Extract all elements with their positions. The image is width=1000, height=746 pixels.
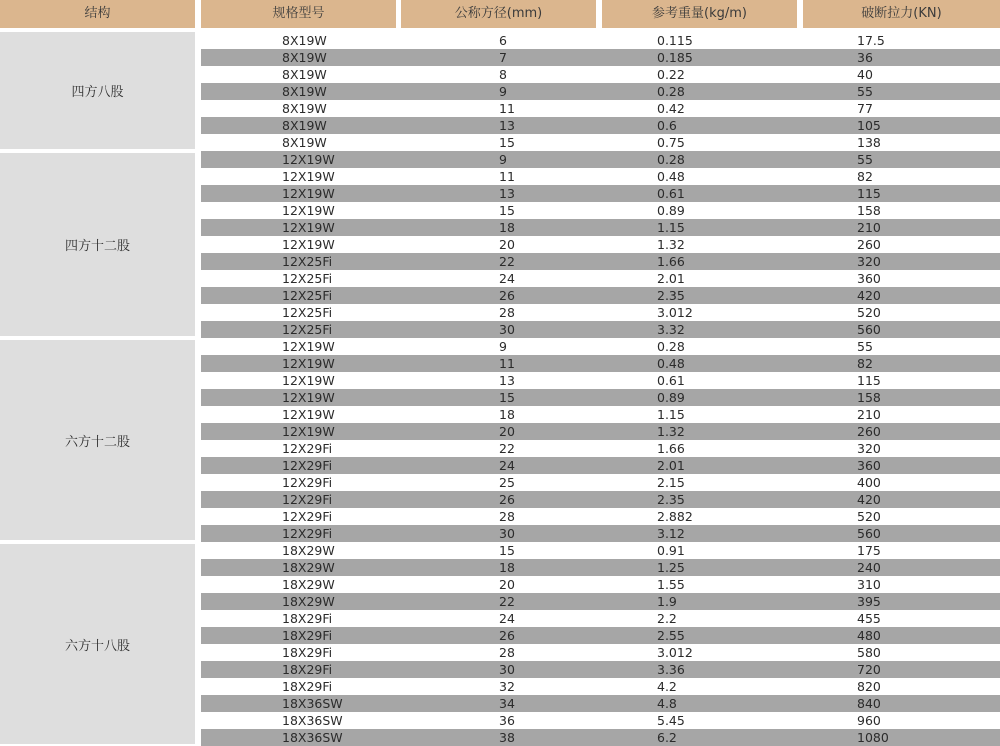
weight-cell: 0.28 [657,339,685,354]
weight-cell: 0.42 [657,101,685,116]
weight-cell: 0.89 [657,203,685,218]
spec-cell: 12X19W [282,356,335,371]
table-row [201,729,1000,746]
table-row [201,49,1000,66]
spec-cell: 18X29Fi [282,628,333,643]
weight-cell: 3.012 [657,645,693,660]
spec-cell: 12X19W [282,152,335,167]
diameter-cell: 13 [499,186,515,201]
weight-cell: 5.45 [657,713,685,728]
weight-cell: 0.48 [657,169,685,184]
breaking-force-cell: 82 [857,356,873,371]
diameter-cell: 34 [499,696,515,711]
breaking-force-cell: 560 [857,526,881,541]
breaking-force-cell: 480 [857,628,881,643]
breaking-force-cell: 260 [857,424,881,439]
table-row [201,695,1000,712]
diameter-cell: 18 [499,407,515,422]
spec-cell: 8X19W [282,118,327,133]
weight-cell: 2.2 [657,611,677,626]
weight-cell: 2.01 [657,271,685,286]
weight-cell: 1.15 [657,407,685,422]
spec-cell: 12X19W [282,186,335,201]
diameter-cell: 36 [499,713,515,728]
diameter-cell: 32 [499,679,515,694]
breaking-force-cell: 158 [857,390,881,405]
diameter-cell: 28 [499,305,515,320]
diameter-cell: 15 [499,203,515,218]
table-row [201,576,1000,593]
table-row [201,457,1000,474]
breaking-force-cell: 77 [857,101,873,116]
diameter-cell: 13 [499,373,515,388]
table-row [201,270,1000,287]
diameter-cell: 28 [499,509,515,524]
table-row [201,83,1000,100]
weight-cell: 0.61 [657,186,685,201]
table-row [201,678,1000,695]
diameter-cell: 20 [499,237,515,252]
weight-cell: 1.55 [657,577,685,592]
weight-cell: 4.8 [657,696,677,711]
breaking-force-cell: 520 [857,509,881,524]
breaking-force-cell: 310 [857,577,881,592]
structure-group-cell [0,544,195,744]
spec-cell: 12X19W [282,339,335,354]
structure-group-cell [0,32,195,149]
weight-cell: 1.66 [657,441,685,456]
breaking-force-cell: 320 [857,441,881,456]
spec-cell: 8X19W [282,135,327,150]
table-row [201,610,1000,627]
header-diameter: 公称方径(mm) [401,0,596,28]
breaking-force-cell: 36 [857,50,873,65]
spec-cell: 18X29Fi [282,662,333,677]
spec-cell: 12X25Fi [282,271,333,286]
breaking-force-cell: 138 [857,135,881,150]
breaking-force-cell: 560 [857,322,881,337]
breaking-force-cell: 520 [857,305,881,320]
weight-cell: 0.28 [657,84,685,99]
diameter-cell: 8 [499,67,507,82]
diameter-cell: 11 [499,169,515,184]
table-header [0,0,1000,30]
header-spec: 规格型号 [201,0,396,28]
breaking-force-cell: 720 [857,662,881,677]
table-row [201,406,1000,423]
breaking-force-cell: 455 [857,611,881,626]
diameter-cell: 24 [499,271,515,286]
diameter-cell: 25 [499,475,515,490]
weight-cell: 1.15 [657,220,685,235]
structure-label: 四方十二股 [64,239,130,254]
breaking-force-cell: 210 [857,220,881,235]
spec-cell: 8X19W [282,50,327,65]
spec-cell: 18X29Fi [282,679,333,694]
spec-cell: 12X29Fi [282,526,333,541]
spec-cell: 12X19W [282,373,335,388]
spec-cell: 8X19W [282,67,327,82]
diameter-cell: 30 [499,526,515,541]
breaking-force-cell: 960 [857,713,881,728]
diameter-cell: 7 [499,50,507,65]
diameter-cell: 18 [499,220,515,235]
diameter-cell: 15 [499,543,515,558]
table-row [201,236,1000,253]
table-row [201,491,1000,508]
table-row [201,304,1000,321]
weight-cell: 2.35 [657,288,685,303]
weight-cell: 0.91 [657,543,685,558]
table-row [201,338,1000,355]
breaking-force-cell: 420 [857,288,881,303]
weight-cell: 2.35 [657,492,685,507]
diameter-cell: 11 [499,356,515,371]
breaking-force-cell: 420 [857,492,881,507]
spec-cell: 12X25Fi [282,254,333,269]
spec-cell: 18X29Fi [282,645,333,660]
spec-cell: 12X29Fi [282,458,333,473]
table-row [201,185,1000,202]
diameter-cell: 26 [499,492,515,507]
table-row [201,66,1000,83]
table-body [201,32,1000,746]
breaking-force-cell: 360 [857,458,881,473]
spec-cell: 12X29Fi [282,441,333,456]
weight-cell: 3.32 [657,322,685,337]
table-row [201,559,1000,576]
table-row [201,508,1000,525]
weight-cell: 0.22 [657,67,685,82]
table-row [201,287,1000,304]
diameter-cell: 30 [499,322,515,337]
spec-cell: 12X19W [282,203,335,218]
breaking-force-cell: 175 [857,543,881,558]
structure-group-cell [0,340,195,540]
header-weight: 参考重量(kg/m) [602,0,797,28]
table-row [201,253,1000,270]
weight-cell: 2.55 [657,628,685,643]
diameter-cell: 6 [499,33,507,48]
header-breaking-force: 破断拉力(KN) [803,0,1000,28]
spec-cell: 18X36SW [282,696,343,711]
breaking-force-cell: 1080 [857,730,889,745]
table-row [201,202,1000,219]
diameter-cell: 15 [499,135,515,150]
breaking-force-cell: 820 [857,679,881,694]
table-row [201,440,1000,457]
breaking-force-cell: 17.5 [857,33,885,48]
weight-cell: 3.012 [657,305,693,320]
spec-cell: 12X25Fi [282,305,333,320]
diameter-cell: 9 [499,339,507,354]
diameter-cell: 13 [499,118,515,133]
breaking-force-cell: 360 [857,271,881,286]
breaking-force-cell: 105 [857,118,881,133]
diameter-cell: 22 [499,441,515,456]
weight-cell: 1.32 [657,424,685,439]
diameter-cell: 24 [499,611,515,626]
spec-cell: 8X19W [282,33,327,48]
weight-cell: 0.75 [657,135,685,150]
diameter-cell: 24 [499,458,515,473]
spec-cell: 18X29W [282,543,335,558]
breaking-force-cell: 158 [857,203,881,218]
table-row [201,423,1000,440]
diameter-cell: 9 [499,84,507,99]
table-row [201,134,1000,151]
breaking-force-cell: 580 [857,645,881,660]
table-row [201,389,1000,406]
structure-group-cell [0,153,195,336]
weight-cell: 1.25 [657,560,685,575]
spec-cell: 12X19W [282,424,335,439]
diameter-cell: 20 [499,424,515,439]
breaking-force-cell: 55 [857,84,873,99]
breaking-force-cell: 115 [857,186,881,201]
weight-cell: 6.2 [657,730,677,745]
table-row [201,474,1000,491]
weight-cell: 0.28 [657,152,685,167]
diameter-cell: 9 [499,152,507,167]
breaking-force-cell: 840 [857,696,881,711]
spec-cell: 12X25Fi [282,288,333,303]
table-row [201,712,1000,729]
table-row [201,321,1000,338]
breaking-force-cell: 55 [857,339,873,354]
table-row [201,525,1000,542]
diameter-cell: 26 [499,628,515,643]
weight-cell: 4.2 [657,679,677,694]
header-structure: 结构 [0,0,195,28]
weight-cell: 1.66 [657,254,685,269]
structure-label: 六方十二股 [64,434,130,450]
breaking-force-cell: 40 [857,67,873,82]
table-row [201,100,1000,117]
breaking-force-cell: 400 [857,475,881,490]
diameter-cell: 28 [499,645,515,660]
spec-cell: 18X36SW [282,713,343,728]
diameter-cell: 11 [499,101,515,116]
spec-cell: 8X19W [282,84,327,99]
table-row [201,168,1000,185]
spec-cell: 12X19W [282,407,335,422]
weight-cell: 3.12 [657,526,685,541]
structure-label: 六方十八股 [64,638,130,654]
table-row [201,219,1000,236]
weight-cell: 0.61 [657,373,685,388]
spec-cell: 18X29W [282,577,335,592]
table-row [201,644,1000,661]
table-row [201,355,1000,372]
weight-cell: 1.32 [657,237,685,252]
spec-cell: 12X29Fi [282,509,333,524]
breaking-force-cell: 240 [857,560,881,575]
breaking-force-cell: 395 [857,594,881,609]
diameter-cell: 18 [499,560,515,575]
diameter-cell: 22 [499,254,515,269]
spec-cell: 18X29W [282,560,335,575]
diameter-cell: 38 [499,730,515,745]
breaking-force-cell: 320 [857,254,881,269]
table-row [201,542,1000,559]
table-row [201,32,1000,49]
weight-cell: 0.115 [657,33,693,48]
table-row [201,661,1000,678]
spec-cell: 12X19W [282,237,335,252]
breaking-force-cell: 210 [857,407,881,422]
weight-cell: 2.882 [657,509,693,524]
table-row [201,372,1000,389]
spec-cell: 12X29Fi [282,475,333,490]
diameter-cell: 26 [499,288,515,303]
spec-cell: 12X19W [282,220,335,235]
spec-cell: 18X36SW [282,730,343,745]
spec-cell: 12X25Fi [282,322,333,337]
spec-cell: 8X19W [282,101,327,116]
weight-cell: 0.48 [657,356,685,371]
table-row [201,151,1000,168]
table-row [201,627,1000,644]
weight-cell: 1.9 [657,594,677,609]
weight-cell: 0.185 [657,50,693,65]
diameter-cell: 15 [499,390,515,405]
table-row [201,593,1000,610]
weight-cell: 3.36 [657,662,685,677]
breaking-force-cell: 55 [857,152,873,167]
diameter-cell: 20 [499,577,515,592]
weight-cell: 2.15 [657,475,685,490]
spec-cell: 18X29Fi [282,611,333,626]
spec-cell: 12X19W [282,169,335,184]
weight-cell: 0.89 [657,390,685,405]
spec-cell: 18X29W [282,594,335,609]
table-row [201,117,1000,134]
spec-cell: 12X29Fi [282,492,333,507]
structure-label: 四方八股 [71,85,124,100]
spec-cell: 12X19W [282,390,335,405]
diameter-cell: 22 [499,594,515,609]
weight-cell: 2.01 [657,458,685,473]
breaking-force-cell: 260 [857,237,881,252]
breaking-force-cell: 82 [857,169,873,184]
weight-cell: 0.6 [657,118,677,133]
breaking-force-cell: 115 [857,373,881,388]
diameter-cell: 30 [499,662,515,677]
